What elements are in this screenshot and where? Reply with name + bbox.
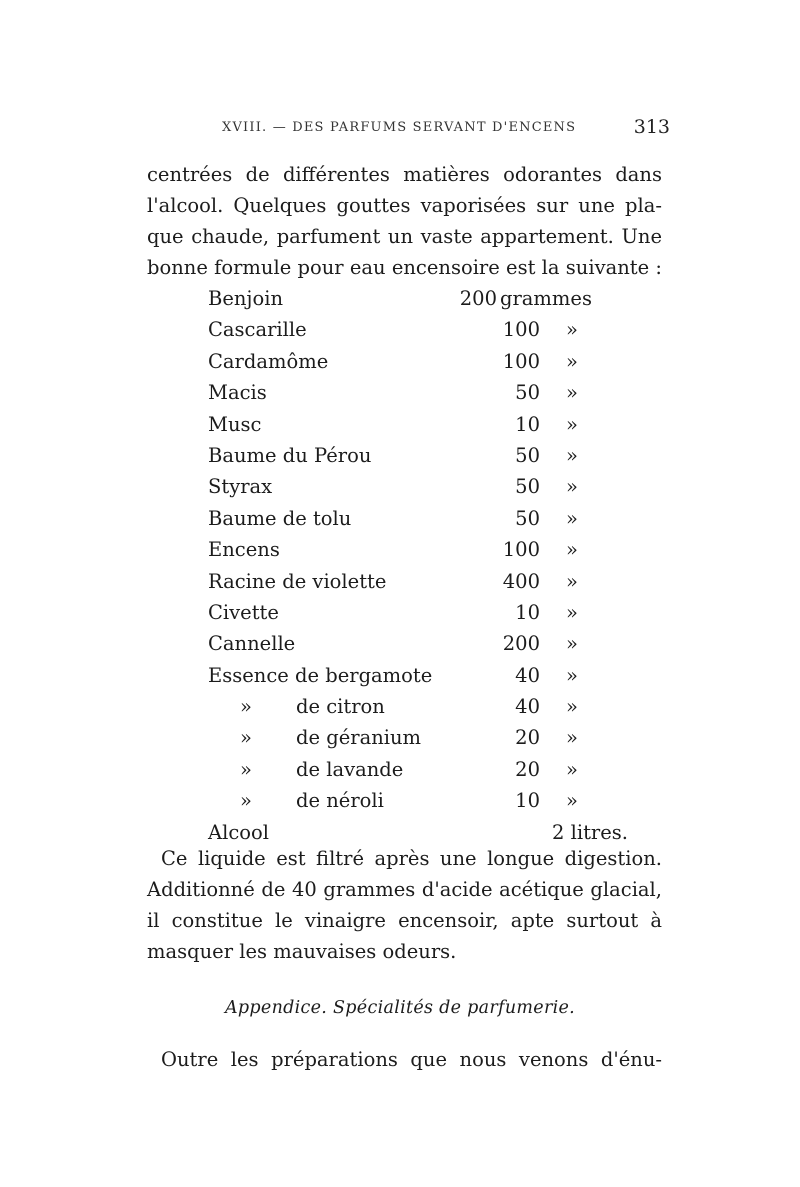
ingredient-unit: » — [566, 695, 578, 719]
text-line: centrées de différentes matières odorantes dans — [147, 163, 662, 186]
ingredient-quantity: 100 — [502, 349, 540, 373]
ingredient-quantity: 50 — [515, 506, 540, 530]
recipe-row — [208, 534, 648, 565]
ingredient-name: Civette — [208, 600, 279, 624]
ingredient-quantity: 10 — [515, 600, 540, 624]
ingredient-name: de néroli — [296, 789, 384, 813]
ingredient-name: de lavande — [296, 757, 404, 781]
recipe-row — [208, 754, 648, 785]
ingredient-unit: » — [566, 506, 578, 530]
ingredient-name: Baume de tolu — [208, 506, 352, 530]
ingredient-name: Essence de bergamote — [208, 663, 433, 687]
text-line: l'alcool. Quelques gouttes vaporisées sur une pla- — [147, 194, 662, 217]
recipe-row — [208, 785, 648, 816]
text-line: masquer les mauvaises odeurs. — [147, 940, 457, 963]
ingredient-unit: » — [566, 318, 578, 342]
recipe-row — [208, 471, 648, 502]
ingredient-name: Benjoin — [208, 287, 284, 310]
ingredient-name: Macis — [208, 381, 267, 405]
ingredient-name: Alcool — [208, 820, 269, 844]
ingredient-unit: » — [566, 381, 578, 405]
ingredient-unit: » — [566, 632, 578, 656]
ingredient-quantity: 20 — [515, 757, 540, 781]
ingredient-unit: » — [566, 349, 578, 373]
text-line: Outre les préparations que nous venons d'énu- — [161, 1048, 662, 1071]
text-line: il constitue le vinaigre encensoir, apte surtout à — [147, 909, 662, 932]
recipe-row — [208, 660, 648, 691]
ingredient-quantity: 200 — [459, 287, 497, 310]
ingredient-unit: » — [566, 789, 578, 813]
recipe-row — [208, 628, 648, 659]
recipe-row — [208, 314, 648, 345]
ingredient-name: de citron — [296, 695, 385, 719]
intro-paragraph — [147, 159, 662, 283]
ingredient-quantity: 100 — [502, 318, 540, 342]
ingredient-unit: » — [566, 569, 578, 593]
ditto-mark: » — [240, 757, 252, 781]
ingredient-quantity: 20 — [515, 726, 540, 750]
running-head-title: XVIII. — DES PARFUMS SERVANT D'ENCENS — [222, 120, 577, 135]
ingredient-unit: » — [566, 726, 578, 750]
recipe-row — [208, 283, 648, 314]
ingredient-quantity: 50 — [515, 381, 540, 405]
recipe-row — [208, 409, 648, 440]
recipe-row — [208, 566, 648, 597]
ingredient-unit: » — [566, 443, 578, 467]
text-line: que chaude, parfument un vaste appartement. Une — [147, 225, 662, 248]
section-heading: Appendice. Spécialités de parfumerie. — [224, 998, 576, 1018]
ingredient-name: Encens — [208, 538, 280, 562]
recipe-row — [208, 722, 648, 753]
ingredient-quantity: 2 litres. — [552, 820, 628, 844]
closing-paragraph — [147, 1044, 662, 1075]
recipe-row — [208, 440, 648, 471]
text-line: bonne formule pour eau encensoire est la suivante : — [147, 256, 662, 279]
ingredient-quantity: 50 — [515, 475, 540, 499]
ingredient-unit: » — [566, 600, 578, 624]
ingredient-name: Musc — [208, 412, 262, 436]
recipe-table — [208, 283, 648, 848]
ingredient-quantity: 400 — [502, 569, 540, 593]
ingredient-name: Styrax — [208, 475, 273, 499]
ingredient-name: Baume du Pérou — [208, 443, 372, 467]
recipe-row — [208, 503, 648, 534]
ingredient-quantity: 10 — [515, 789, 540, 813]
text-line: Ce liquide est filtré après une longue digestion. — [161, 847, 662, 870]
ingredient-name: de géranium — [296, 726, 422, 750]
text-line: Additionné de 40 grammes d'acide acétique glacial, — [147, 878, 662, 901]
ingredient-quantity: 200 — [502, 632, 540, 656]
recipe-row — [208, 597, 648, 628]
ingredient-unit: » — [566, 412, 578, 436]
page-number: 313 — [633, 116, 670, 138]
ingredient-unit: » — [566, 757, 578, 781]
recipe-row — [208, 377, 648, 408]
recipe-row — [208, 691, 648, 722]
ingredient-name: Cannelle — [208, 632, 296, 656]
ingredient-unit: grammes — [500, 287, 592, 310]
ingredient-name: Cascarille — [208, 318, 307, 342]
ingredient-quantity: 40 — [515, 663, 540, 687]
running-head — [222, 116, 670, 138]
ditto-mark: » — [240, 789, 252, 813]
ingredient-quantity: 50 — [515, 443, 540, 467]
recipe-row — [208, 346, 648, 377]
ingredient-unit: » — [566, 663, 578, 687]
ditto-mark: » — [240, 726, 252, 750]
ingredient-unit: » — [566, 475, 578, 499]
ingredient-quantity: 100 — [502, 538, 540, 562]
ingredient-quantity: 10 — [515, 412, 540, 436]
ingredient-unit: » — [566, 538, 578, 562]
ingredient-name: Racine de violette — [208, 569, 387, 593]
after-paragraph — [147, 843, 662, 967]
ingredient-name: Cardamôme — [208, 349, 329, 373]
ditto-mark: » — [240, 695, 252, 719]
ingredient-quantity: 40 — [515, 695, 540, 719]
